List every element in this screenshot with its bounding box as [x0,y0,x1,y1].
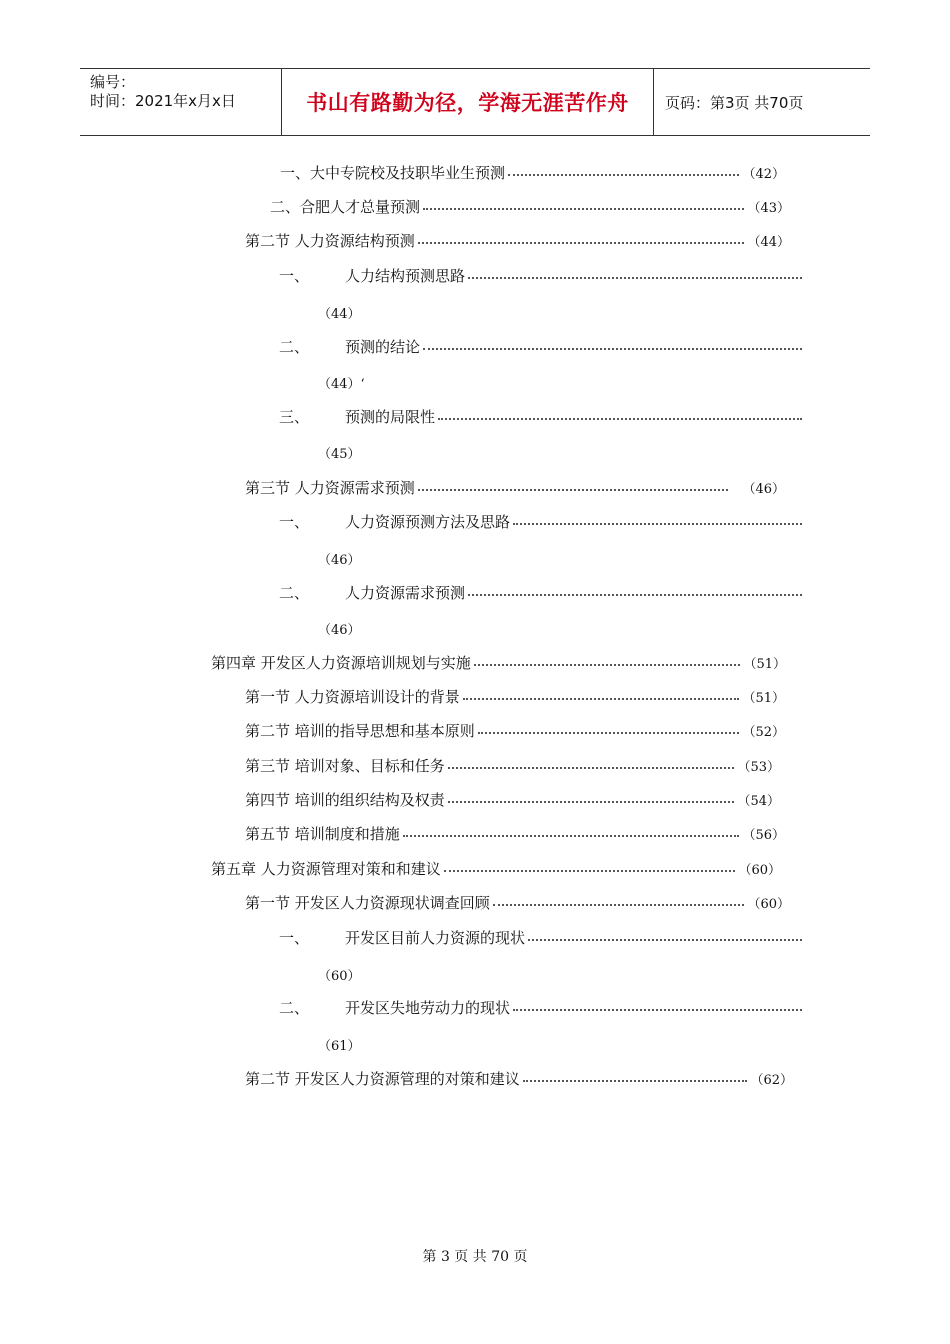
toc-leader [448,801,735,803]
toc-entry-page: （44）‘ [318,377,365,392]
toc-entry [345,581,805,603]
serial-label: 编号： [90,73,136,91]
toc-leader [508,174,739,176]
toc-entry [245,754,780,776]
toc-entry [345,996,805,1018]
toc-entry-page: （44） [747,234,790,250]
toc-entry-title: 预测的局限性 [345,407,436,426]
toc-entry [345,335,805,357]
toc-entry [245,685,785,707]
toc-leader [474,664,741,666]
toc-leader [423,208,744,210]
toc-leader [418,489,729,491]
toc-entry [245,229,790,251]
toc-entry-number: 二、 [279,584,310,602]
header-motto: 书山有路勤为径，学海无涯苦作舟 [281,69,654,135]
toc-entry-title: 开发区目前人力资源的现状 [345,928,526,947]
toc-entry-page: （46） [318,623,361,638]
toc-entry-page: （56） [742,827,785,843]
date-label: 时间：2021年x月x日 [90,92,236,110]
header-page-info: 页码：第3页 共70页 [665,93,804,112]
toc-entry-page: （53） [737,759,780,775]
toc-entry-number: 一、 [279,929,310,947]
toc-entry-title: 人力资源需求预测 [345,583,466,602]
toc-leader [444,870,736,872]
toc-entry-page: （62） [750,1072,793,1088]
toc-leader [513,523,802,525]
toc-entry [345,405,805,427]
toc-chapter [211,651,786,673]
toc-entry-title: 第二节 开发区人力资源管理的对策和建议 [245,1069,520,1088]
toc-leader [423,348,802,350]
toc-entry [345,926,805,948]
toc-entry-title: 一、大中专院校及技职毕业生预测 [280,163,506,182]
toc-entry-page: （51） [743,656,786,672]
toc-leader [438,418,802,420]
toc-entry-page: （60） [738,862,781,878]
toc-leader [493,904,745,906]
toc-entry-page: （45） [318,447,361,462]
toc-entry-title: 第二节 培训的指导思想和基本原则 [245,721,475,740]
toc-leader [448,767,735,769]
toc-entry-page: （51） [742,690,785,706]
toc-entry-title: 第三节 培训对象、目标和任务 [245,756,445,775]
toc-entry-page: （43） [747,200,790,216]
toc-entry-title: 开发区失地劳动力的现状 [345,998,511,1017]
toc-entry [270,195,790,217]
toc-entry-title: 第三节 人力资源需求预测 [245,478,415,497]
toc-entry-page: （60） [747,896,790,912]
toc-entry-title: 第五节 培训制度和措施 [245,824,400,843]
toc-leader [468,594,802,596]
toc-entry-title: 第一节 人力资源培训设计的背景 [245,687,460,706]
toc-entry-page: （61） [318,1039,361,1054]
toc-leader [463,698,740,700]
toc-leader [403,835,740,837]
toc-entry-number: 二、 [279,338,310,356]
toc-entry [280,161,785,183]
toc-entry-page: （42） [742,166,785,182]
toc-entry-title: 第一节 开发区人力资源现状调查回顾 [245,893,490,912]
toc-entry-number: 一、 [279,267,310,285]
toc-chapter [211,857,781,879]
toc-entry [245,822,785,844]
page-footer: 第 3 页 共 70 页 [422,1249,528,1265]
toc-entry-number: 一、 [279,513,310,531]
toc-leader [528,939,802,941]
toc-entry-page: （60） [318,969,361,984]
toc-entry-number: 三、 [279,408,310,426]
toc-entry-title: 预测的结论 [345,337,421,356]
toc-entry-title: 第四节 培训的组织结构及权责 [245,790,445,809]
toc-entry [245,788,780,810]
toc-entry-title: 第二节 人力资源结构预测 [245,231,415,250]
toc-entry [345,510,805,532]
toc-entry-page: （44） [318,307,361,322]
toc-entry [245,1067,793,1089]
toc-entry-page: （54） [737,793,780,809]
toc-entry-title: 二、合肥人才总量预测 [270,197,421,216]
toc-leader [523,1080,748,1082]
toc-entry [245,891,790,913]
toc-leader [418,242,745,244]
toc-entry-title: 第四章 开发区人力资源培训规划与实施 [211,653,471,672]
toc-entry-page: （46） [318,553,361,568]
toc-entry [245,476,785,498]
toc-entry-title: 人力结构预测思路 [345,266,466,285]
toc-leader [513,1009,802,1011]
toc-leader [478,732,740,734]
toc-entry-title: 人力资源预测方法及思路 [345,512,511,531]
toc-entry [245,719,785,741]
toc-entry-number: 二、 [279,999,310,1017]
toc-entry-page: （52） [742,724,785,740]
toc-leader [468,277,802,279]
toc-entry-title: 第五章 人力资源管理对策和和建议 [211,859,441,878]
toc-entry [345,264,805,286]
toc-entry-page: （46） [742,481,785,497]
